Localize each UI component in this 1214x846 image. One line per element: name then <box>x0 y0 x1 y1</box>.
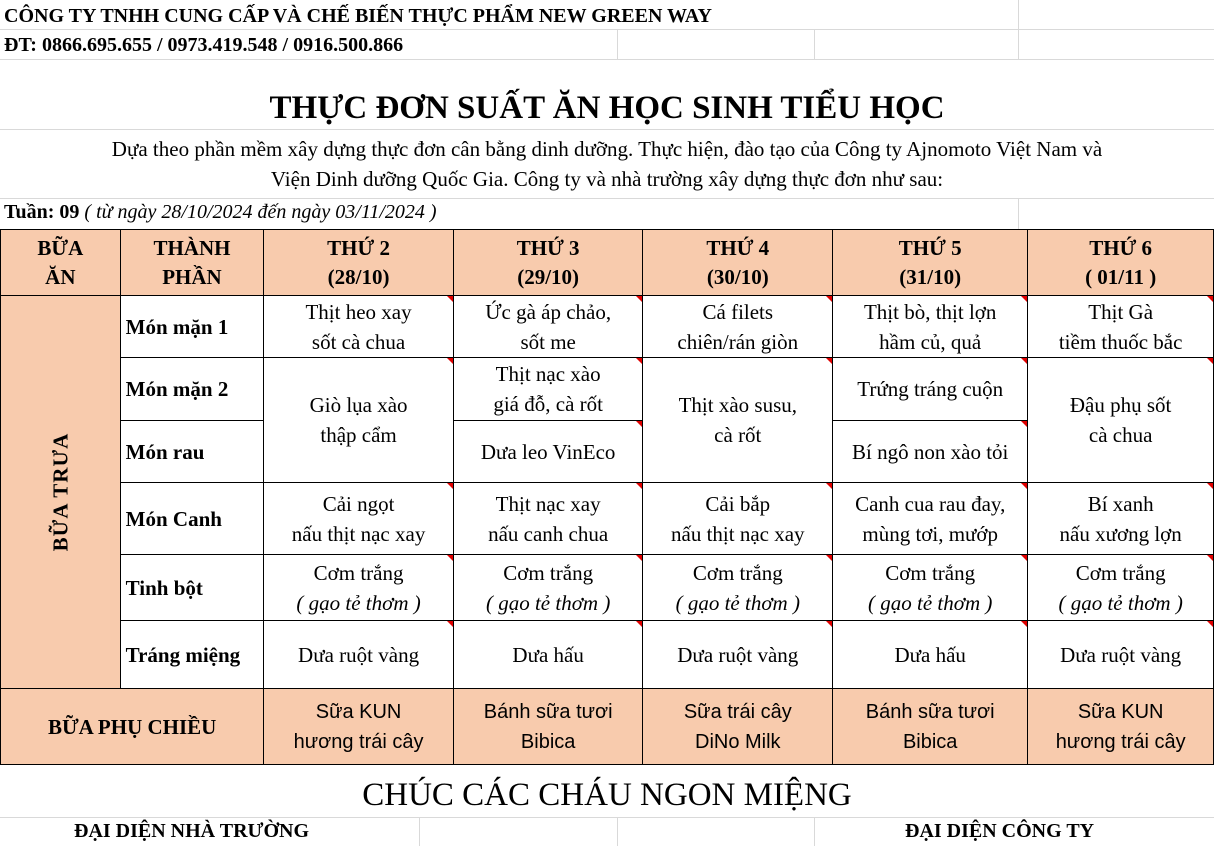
component-label: Tinh bột <box>120 555 264 621</box>
menu-cell: Dưa ruột vàng <box>1028 621 1214 689</box>
gridline <box>419 817 420 846</box>
week-info <box>4 201 437 224</box>
lunch-label: BỮA TRƯA <box>48 432 73 552</box>
week-label: Tuần: 09 <box>4 201 80 223</box>
comment-marker <box>636 296 642 302</box>
comment-marker <box>447 555 453 561</box>
snack-cell: Sữa KUN hương trái cây <box>1028 689 1214 765</box>
gridline <box>0 817 1214 818</box>
comment-marker <box>1207 358 1213 364</box>
menu-cell: Dưa ruột vàng <box>264 621 454 689</box>
table-row <box>1 296 1214 358</box>
snack-label: BỮA PHỤ CHIỀU <box>1 689 264 765</box>
menu-cell: Cải ngọt nấu thịt nạc xay <box>264 483 454 555</box>
component-label: Món mặn 2 <box>120 358 264 421</box>
menu-cell: Ức gà áp chảo, sốt me <box>453 296 643 358</box>
snack-cell: Sữa trái cây DiNo Milk <box>643 689 833 765</box>
menu-cell: Giò lụa xào thập cẩm <box>264 358 454 483</box>
component-label: Món rau <box>120 421 264 483</box>
lunch-label-cell <box>1 296 121 689</box>
gridline <box>1018 198 1019 229</box>
snack-cell: Bánh sữa tươi Bibica <box>833 689 1028 765</box>
company-phone: ĐT: 0866.695.655 / 0973.419.548 / 0916.500.866 <box>4 34 404 56</box>
comment-marker <box>826 296 832 302</box>
menu-cell: Dưa ruột vàng <box>643 621 833 689</box>
comment-marker <box>1207 296 1213 302</box>
menu-cell: Cơm trắng ( gạo tẻ thơm ) <box>1028 555 1214 621</box>
menu-cell: Đậu phụ sốt cà chua <box>1028 358 1214 483</box>
header-component: THÀNH PHẦN <box>120 230 264 296</box>
gridline <box>617 817 618 846</box>
comment-marker <box>636 555 642 561</box>
component-label: Món mặn 1 <box>120 296 264 358</box>
company-name: CÔNG TY TNHH CUNG CẤP VÀ CHẾ BIẾN THỰC PHẨM NEW GREEN WAY <box>4 5 712 27</box>
comment-marker <box>1021 555 1027 561</box>
menu-cell: Thịt nạc xào giá đỗ, cà rốt <box>453 358 643 421</box>
gridline <box>814 817 815 846</box>
comment-marker <box>1021 358 1027 364</box>
comment-marker <box>1207 483 1213 489</box>
snack-cell: Sữa KUN hương trái cây <box>264 689 454 765</box>
comment-marker <box>1021 621 1027 627</box>
gridline <box>0 198 1214 199</box>
menu-cell: Cải bắp nấu thịt nạc xay <box>643 483 833 555</box>
snack-row <box>1 689 1214 765</box>
menu-cell: Thịt xào susu, cà rốt <box>643 358 833 483</box>
comment-marker <box>1021 421 1027 427</box>
comment-marker <box>1207 621 1213 627</box>
menu-cell: Canh cua rau đay, mùng tơi, mướp <box>833 483 1028 555</box>
gridline <box>814 29 815 60</box>
company-representative: ĐẠI DIỆN CÔNG TY <box>905 820 1095 842</box>
menu-cell: Cơm trắng ( gạo tẻ thơm ) <box>264 555 454 621</box>
comment-marker <box>636 483 642 489</box>
table-row <box>1 483 1214 555</box>
page-title: THỰC ĐƠN SUẤT ĂN HỌC SINH TIỂU HỌC <box>269 90 945 126</box>
table-header-row <box>1 230 1214 296</box>
header-day: THỨ 5 (31/10) <box>833 230 1028 296</box>
menu-cell: Bí xanh nấu xương lợn <box>1028 483 1214 555</box>
comment-marker <box>636 358 642 364</box>
comment-marker <box>826 621 832 627</box>
closing-message: CHÚC CÁC CHÁU NGON MIỆNG <box>362 777 852 813</box>
comment-marker <box>826 555 832 561</box>
menu-cell: Bí ngô non xào tỏi <box>833 421 1028 483</box>
week-range: ( từ ngày 28/10/2024 đến ngày 03/11/2024 ) <box>84 201 437 223</box>
comment-marker <box>1021 296 1027 302</box>
description-line-1: Dựa theo phần mềm xây dựng thực đơn cân bằng dinh dưỡng. Thực hiện, đào tạo của Công ty Ajnomoto Việt Nam và <box>111 137 1103 161</box>
description-line-2: Viện Dinh dưỡng Quốc Gia. Công ty và nhà trường xây dựng thực đơn như sau: <box>270 167 944 191</box>
header-meal: BỮA ĂN <box>1 230 121 296</box>
comment-marker <box>1021 483 1027 489</box>
comment-marker <box>447 621 453 627</box>
gridline <box>1018 0 1019 60</box>
menu-cell: Thịt nạc xay nấu canh chua <box>453 483 643 555</box>
comment-marker <box>826 483 832 489</box>
school-representative: ĐẠI DIỆN NHÀ TRƯỜNG <box>74 820 310 842</box>
menu-cell: Thịt Gà tiềm thuốc bắc <box>1028 296 1214 358</box>
menu-cell: Thịt bò, thịt lợn hầm củ, quả <box>833 296 1028 358</box>
menu-cell: Cơm trắng ( gạo tẻ thơm ) <box>833 555 1028 621</box>
comment-marker <box>636 421 642 427</box>
gridline <box>0 59 1214 60</box>
header-day: THỨ 3 (29/10) <box>453 230 643 296</box>
comment-marker <box>1207 555 1213 561</box>
table-row <box>1 555 1214 621</box>
comment-marker <box>447 483 453 489</box>
component-label: Món Canh <box>120 483 264 555</box>
menu-table <box>0 229 1214 765</box>
comment-marker <box>447 358 453 364</box>
header-day: THỨ 4 (30/10) <box>643 230 833 296</box>
gridline <box>0 129 1214 130</box>
menu-cell: Dưa hấu <box>453 621 643 689</box>
header-day: THỨ 6 ( 01/11 ) <box>1028 230 1214 296</box>
table-row <box>1 621 1214 689</box>
gridline <box>617 29 618 60</box>
gridline <box>0 29 1214 30</box>
menu-cell: Thịt heo xay sốt cà chua <box>264 296 454 358</box>
menu-cell: Dưa leo VinEco <box>453 421 643 483</box>
comment-marker <box>447 296 453 302</box>
menu-cell: Dưa hấu <box>833 621 1028 689</box>
table-row <box>1 358 1214 421</box>
comment-marker <box>636 621 642 627</box>
component-label: Tráng miệng <box>120 621 264 689</box>
menu-cell: Cơm trắng ( gạo tẻ thơm ) <box>453 555 643 621</box>
snack-cell: Bánh sữa tươi Bibica <box>453 689 643 765</box>
menu-cell: Trứng tráng cuộn <box>833 358 1028 421</box>
menu-cell: Cơm trắng ( gạo tẻ thơm ) <box>643 555 833 621</box>
comment-marker <box>826 358 832 364</box>
menu-cell: Cá filets chiên/rán giòn <box>643 296 833 358</box>
header-day: THỨ 2 (28/10) <box>264 230 454 296</box>
